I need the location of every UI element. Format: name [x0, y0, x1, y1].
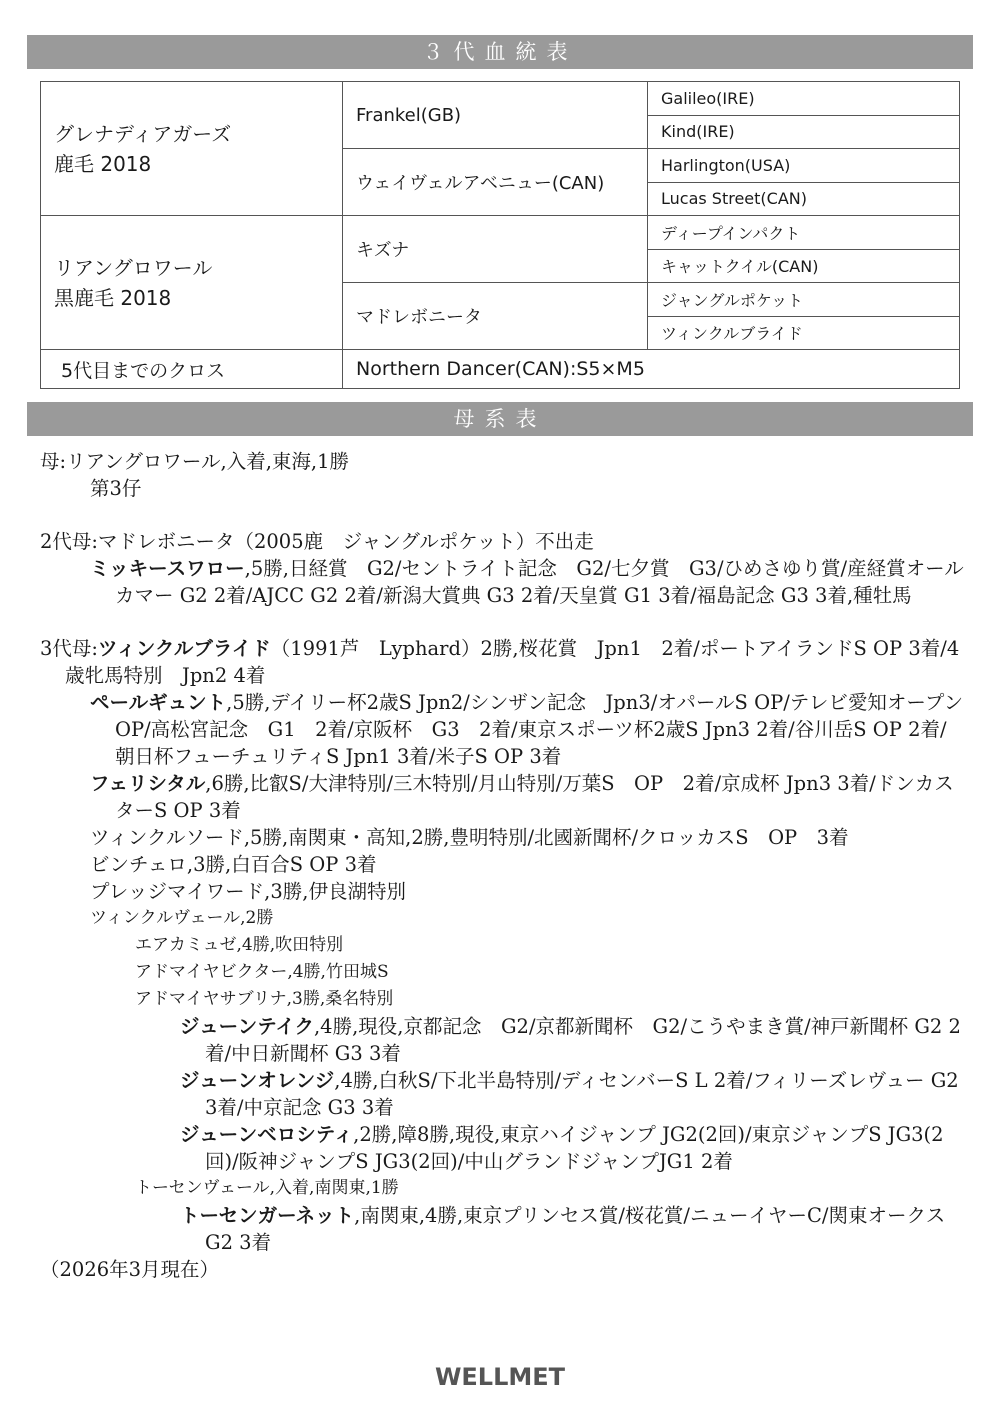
family-table	[40, 448, 965, 1283]
horse-name: ミッキースワロー	[90, 557, 245, 580]
horse-record: ,6勝,比叡S/大津特別/三木特別/月山特別/万葉S OP 2着/京成杯 Jpn3 3着/ドンカスターS OP 3着	[115, 772, 954, 822]
horse-name: ジューンベロシティ	[180, 1123, 354, 1146]
horse-record: ,2勝,障8勝,現役,東京ハイジャンプ JG2(2回)/東京ジャンプS JG3(2回)/阪神ジャンプS JG3(2回)/中山グランドジャンプJG1 2着	[205, 1123, 944, 1173]
wellmet-logo: WELLMET	[434, 1363, 566, 1391]
cross-label: 5代目までのクロス	[41, 350, 343, 389]
as-of-note: （2026年3月現在）	[40, 1258, 220, 1281]
progeny-entry	[40, 689, 965, 770]
sd-sire: Harlington(USA)	[648, 149, 960, 183]
sire-cell	[41, 82, 343, 216]
dd-dam: ツィンクルブライド	[648, 316, 960, 350]
horse-record: （1991芦 Lyphard）2勝,桜花賞 Jpn1 2着/ポートアイランドS OP 3着/4歳牝馬特別 Jpn2 4着	[65, 637, 960, 687]
horse-name: ペールギュント	[90, 691, 227, 714]
grand-progeny-entry: トーセンヴェール,入着,南関東,1勝	[135, 1178, 399, 1198]
dam-sire: キズナ	[343, 216, 648, 283]
ds-sire: ディープインパクト	[648, 216, 960, 250]
dam-name: リアングロワール	[54, 255, 213, 280]
cross-value: Northern Dancer(CAN):S5×M5	[343, 350, 960, 389]
grand-progeny-entry: アドマイヤビクター,4勝,竹田城S	[135, 962, 389, 982]
sire-sire: Frankel(GB)	[343, 82, 648, 149]
great-grand-progeny-entry	[40, 1013, 965, 1067]
great-grand-progeny-entry	[40, 1121, 965, 1175]
second-dam-line: 2代母:マドレボニータ（2005鹿 ジャングルポケット）不出走	[40, 530, 594, 553]
pedigree-table	[40, 81, 960, 389]
progeny-entry	[40, 824, 965, 851]
progeny-entry: ツィンクルヴェール,2勝	[90, 908, 274, 928]
horse-name: フェリシタル	[90, 772, 206, 795]
dam-cell	[41, 216, 343, 350]
third-dam-prefix: 3代母:	[40, 637, 98, 660]
sire-detail: 鹿毛 2018	[54, 151, 152, 176]
progeny-entry: プレッジマイワード,3勝,伊良湖特別	[90, 880, 406, 903]
second-dam-progeny	[40, 555, 965, 609]
horse-record: ,5勝,日経賞 G2/セントライト記念 G2/七夕賞 G3/ひめさゆり賞/産経賞オールカマー G2 2着/AJCC G2 2着/新潟大賞典 G3 2着/天皇賞 G1 3着/福島記念 G3 3着,種牡馬	[115, 557, 964, 607]
horse-record: ,5勝,デイリー杯2歳S Jpn2/シンザン記念 Jpn3/オパールS OP/テレビ愛知オープン OP/高松宮記念 G1 2着/京阪杯 G3 2着/東京スポーツ杯2歳S Jpn3 2着/谷川岳S OP 2着/朝日杯フューチュリティS Jpn1 3着/米子S OP 3着	[115, 691, 964, 768]
grand-progeny-entry: アドマイヤサブリナ,3勝,桑名特別	[135, 989, 394, 1009]
horse-record: ,南関東,4勝,東京プリンセス賞/桜花賞/ニューイヤーC/関東オークス G2 3着	[205, 1204, 946, 1254]
horse-name: トーセンガーネット	[180, 1204, 355, 1227]
dam-dam: マドレボニータ	[343, 283, 648, 350]
horse-record: ,4勝,現役,京都記念 G2/京都新聞杯 G2/こうやまき賞/神戸新聞杯 G2 2着/中日新聞杯 G3 3着	[205, 1015, 961, 1065]
horse-name: ツィンクルソード	[90, 826, 244, 849]
dd-sire: ジャングルポケット	[648, 283, 960, 317]
great-grand-progeny-entry	[40, 1202, 965, 1256]
horse-name: ツィンクルブライド	[97, 637, 271, 660]
family-heading: 母系表	[27, 402, 973, 436]
grand-progeny-entry: エアカミュゼ,4勝,吹田特別	[135, 935, 344, 955]
ds-dam: キャットクイル(CAN)	[648, 249, 960, 283]
ss-sire: Galileo(IRE)	[648, 82, 960, 116]
horse-name: ジューンテイク	[180, 1015, 314, 1038]
sd-dam: Lucas Street(CAN)	[648, 182, 960, 216]
horse-record: ,3勝,白百合S OP 3着	[186, 853, 377, 876]
horse-record: ,5勝,南関東・高知,2勝,豊明特別/北國新聞杯/クロッカスS OP 3着	[243, 826, 849, 849]
sire-dam: ウェイヴェルアベニュー(CAN)	[343, 149, 648, 216]
horse-name: ビンチェロ	[90, 853, 187, 876]
progeny-entry	[40, 770, 965, 824]
great-grand-progeny-entry	[40, 1067, 965, 1121]
third-dam-line	[40, 635, 965, 689]
sire-name: グレナディアガーズ	[54, 121, 232, 146]
dam-line: 母:リアングロワール,入着,東海,1勝	[40, 450, 350, 473]
dam-foal: 第3仔	[90, 477, 142, 500]
pedigree-heading: ３代血統表	[27, 35, 973, 69]
progeny-entry	[40, 851, 965, 878]
dam-detail: 黒鹿毛 2018	[54, 285, 172, 310]
horse-name: ジューンオレンジ	[180, 1069, 335, 1092]
ss-dam: Kind(IRE)	[648, 115, 960, 149]
horse-record: ,4勝,白秋S/下北半島特別/ディセンバーS L 2着/フィリーズレヴュー G2 3着/中京記念 G3 3着	[205, 1069, 959, 1119]
